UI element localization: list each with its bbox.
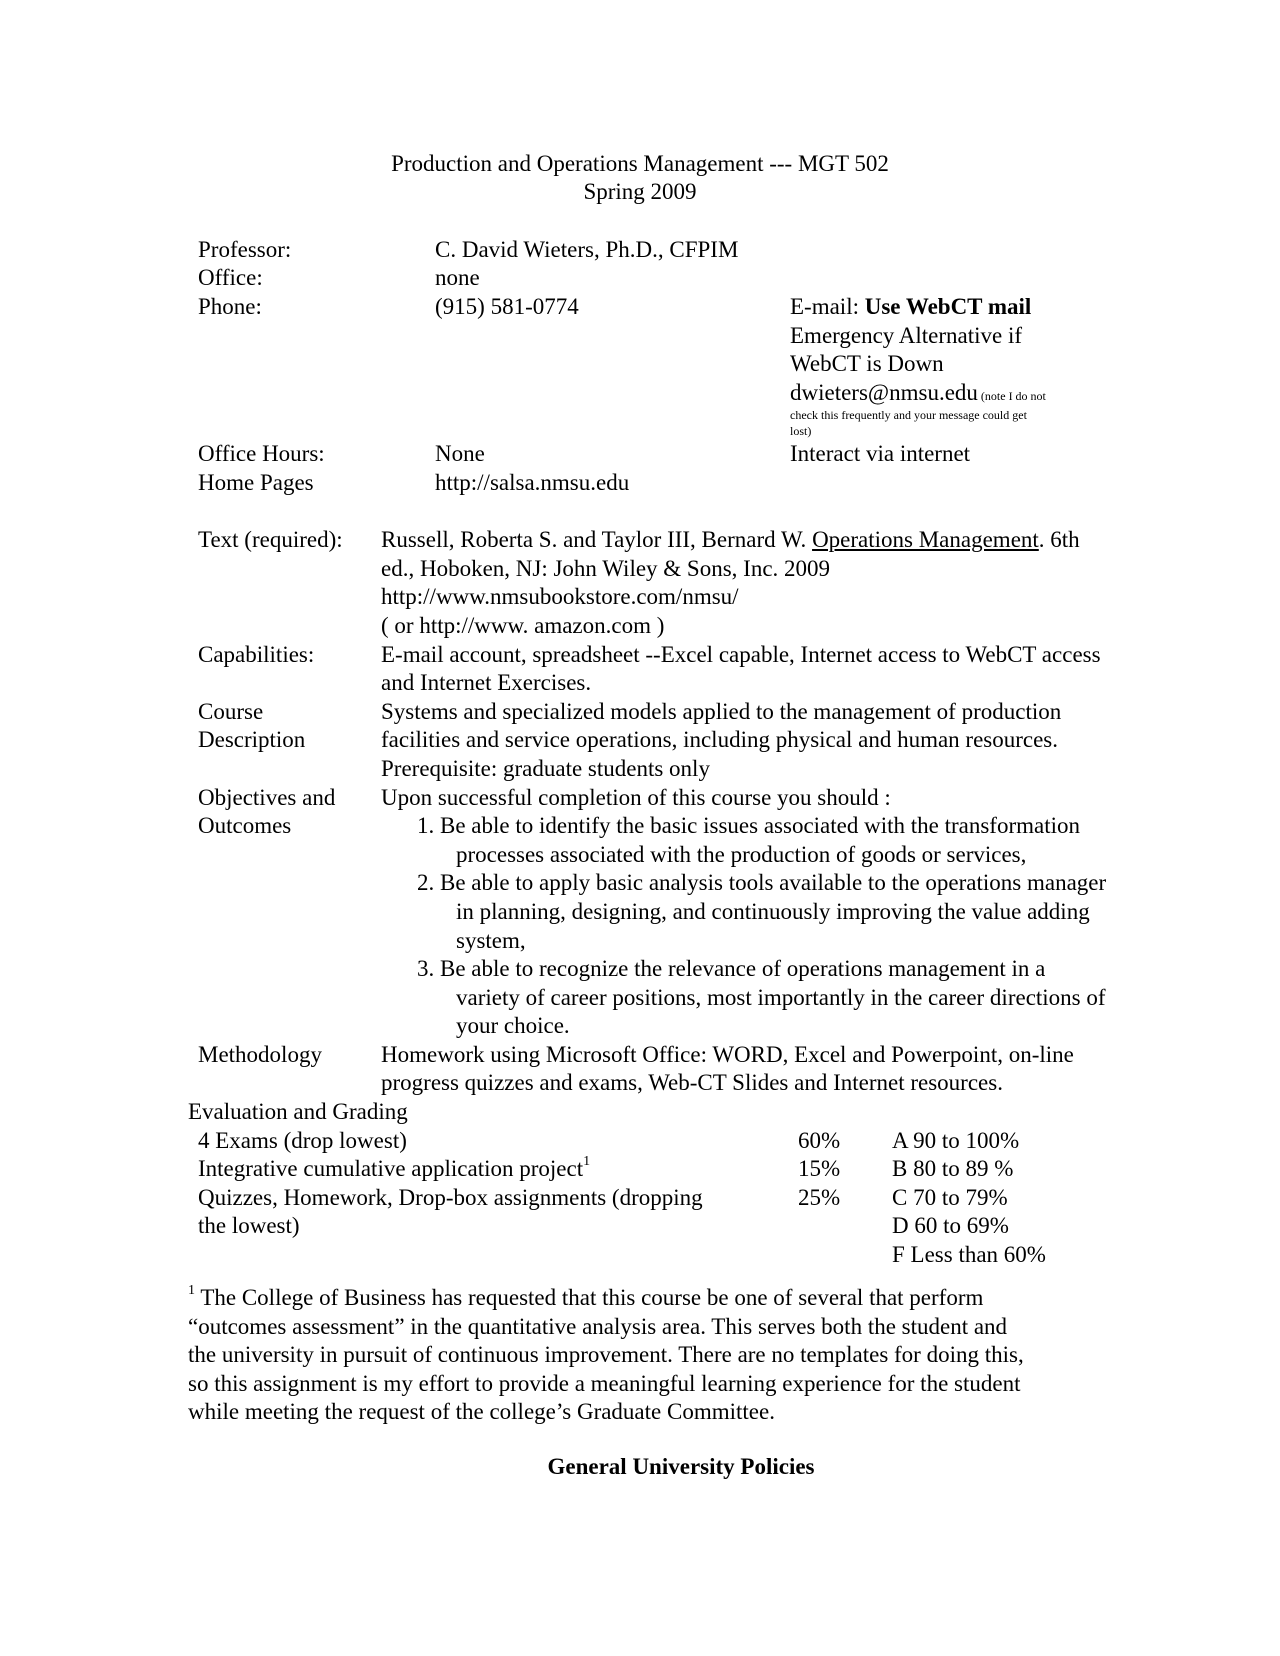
methodology-line2: progress quizzes and exams, Web-CT Slides and Internet resources.	[381, 1070, 1003, 1095]
textbook-title: Operations Management	[812, 527, 1039, 552]
textbook-authors: Russell, Roberta S. and Taylor III, Bernard W.	[381, 527, 813, 552]
eval-row2-label: Integrative cumulative application project	[198, 1156, 584, 1181]
email-alt-line2: WebCT is Down	[790, 351, 944, 376]
course-description-line1: Systems and specialized models applied to the management of production	[381, 699, 1062, 724]
objective-3-line3: your choice.	[456, 1013, 570, 1038]
footnote-mark: 1	[188, 1283, 195, 1299]
objective-1-line2: processes associated with the production of goods or services,	[456, 842, 1027, 867]
email-value: Use WebCT mail	[864, 294, 1032, 319]
objective-3-line1: 3. Be able to recognize the relevance of operations management in a	[417, 956, 1046, 981]
text-required-line1	[381, 526, 1080, 554]
course-description-line3: Prerequisite: graduate students only	[381, 756, 710, 781]
eval-row2-footnote-mark: 1	[583, 1154, 591, 1170]
objective-2-line1: 2. Be able to apply basic analysis tools available to the operations manager	[417, 870, 1107, 895]
text-required-line2: ed., Hoboken, NJ: John Wiley & Sons, Inc. 2009	[381, 556, 831, 581]
office-value: none	[435, 265, 480, 290]
interact-value: Interact via internet	[790, 441, 971, 466]
email-address-line	[790, 379, 1046, 407]
eval-row1-pct: 60%	[798, 1128, 841, 1153]
objective-2-line3: system,	[456, 928, 526, 953]
text-required-label: Text (required):	[198, 527, 343, 552]
objective-2-line2: in planning, designing, and continuously improving the value adding	[456, 899, 1090, 924]
course-description-label-line1: Course	[198, 699, 264, 724]
footnote-line3: the university in pursuit of continuous improvement. There are no templates for doing this,	[188, 1342, 1024, 1367]
methodology-line1: Homework using Microsoft Office: WORD, Excel and Powerpoint, on-line	[381, 1042, 1074, 1067]
course-term: Spring 2009	[583, 179, 697, 204]
home-pages-label: Home Pages	[198, 470, 314, 495]
capabilities-line2: and Internet Exercises.	[381, 670, 592, 695]
grade-f: F Less than 60%	[892, 1242, 1046, 1267]
objective-3-line2: variety of career positions, most importantly in the career directions of	[456, 985, 1106, 1010]
office-hours-label: Office Hours:	[198, 441, 325, 466]
professor-label: Professor:	[198, 237, 292, 262]
grade-c: C 70 to 79%	[892, 1185, 1008, 1210]
capabilities-label: Capabilities:	[198, 642, 315, 667]
methodology-label: Methodology	[198, 1042, 322, 1067]
text-required-line3: http://www.nmsubookstore.com/nmsu/	[381, 584, 739, 609]
email-note-line1: (note I do not	[977, 389, 1046, 403]
eval-row3-label-line2: the lowest)	[198, 1213, 300, 1238]
eval-row1-label: 4 Exams (drop lowest)	[198, 1128, 407, 1153]
footnote-line4: so this assignment is my effort to provide a meaningful learning experience for the student	[188, 1371, 1021, 1396]
phone-value: (915) 581-0774	[435, 294, 579, 319]
email-line	[790, 293, 1031, 321]
grade-b: B 80 to 89 %	[892, 1156, 1014, 1181]
eval-row3-pct: 25%	[798, 1185, 841, 1210]
objective-1-line1: 1. Be able to identify the basic issues associated with the transformation	[417, 813, 1081, 838]
policies-heading: General University Policies	[547, 1454, 815, 1479]
footnote-line5: while meeting the request of the college’s Graduate Committee.	[188, 1399, 775, 1424]
email-note-line3: lost)	[790, 424, 812, 438]
home-pages-value: http://salsa.nmsu.edu	[435, 470, 630, 495]
phone-label: Phone:	[198, 294, 262, 319]
text-required-line4: ( or http://www. amazon.com )	[381, 613, 665, 638]
course-description-line2: facilities and service operations, including physical and human resources.	[381, 727, 1059, 752]
objectives-intro: Upon successful completion of this course you should :	[381, 785, 891, 810]
eval-row3-label-line1: Quizzes, Homework, Drop-box assignments (dropping	[198, 1185, 703, 1210]
office-hours-value: None	[435, 441, 485, 466]
footnote-text-line1: The College of Business has requested that this course be one of several that perform	[195, 1285, 984, 1310]
course-title: Production and Operations Management --- MGT 502	[391, 151, 889, 176]
textbook-edition: . 6th	[1038, 527, 1080, 552]
eval-row2-label-line	[198, 1155, 590, 1183]
objectives-label-line2: Outcomes	[198, 813, 292, 838]
footnote-line1	[188, 1284, 983, 1312]
eval-row2-pct: 15%	[798, 1156, 841, 1181]
grade-a: A 90 to 100%	[892, 1128, 1020, 1153]
objectives-label-line1: Objectives and	[198, 785, 336, 810]
evaluation-heading: Evaluation and Grading	[188, 1099, 408, 1124]
course-description-label-line2: Description	[198, 727, 306, 752]
professor-value: C. David Wieters, Ph.D., CFPIM	[435, 237, 739, 262]
email-address: dwieters@nmsu.edu	[790, 380, 978, 405]
grade-d: D 60 to 69%	[892, 1213, 1009, 1238]
email-note-line2: check this frequently and your message could get	[790, 408, 1027, 422]
footnote-line2: “outcomes assessment” in the quantitative analysis area. This serves both the student and	[188, 1314, 1008, 1339]
capabilities-line1: E-mail account, spreadsheet --Excel capable, Internet access to WebCT access	[381, 642, 1101, 667]
office-label: Office:	[198, 265, 263, 290]
email-alt-line1: Emergency Alternative if	[790, 323, 1023, 348]
email-label: E-mail:	[790, 294, 865, 319]
